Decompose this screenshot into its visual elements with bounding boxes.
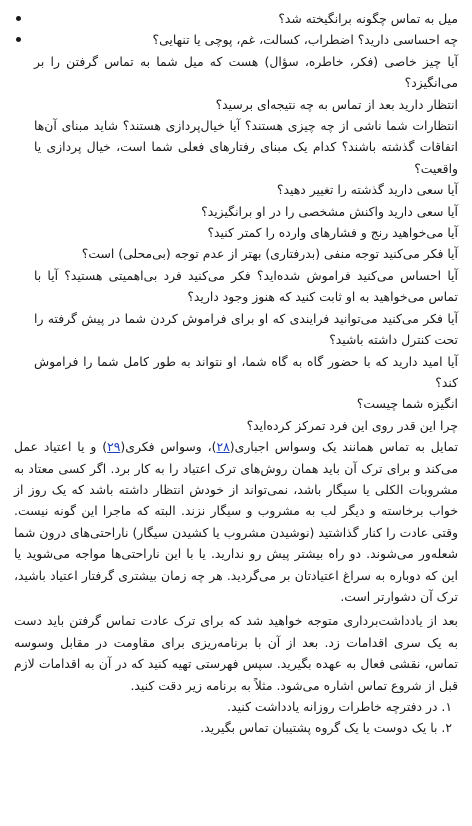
bullet-dot-icon	[16, 37, 21, 42]
paragraph-text: تمایل به تماس همانند یک وسواس اجباری(	[229, 439, 459, 455]
bullet-item	[34, 8, 458, 29]
numbered-step: ۲. با یک دوست یا یک گروه پشتیبان تماس بگیرید.	[200, 720, 452, 736]
bullet-dot-icon	[16, 16, 21, 21]
paragraph-text: ) و یا اعتیاد عمل می‌کند و برای ترک آن باید همان روش‌های ترک اعتیاد را به کار برد. اگر کسی معتاد به مشروبات الکلی یا سیگار باشد، نمی‌تواند از خودش انتظار داشته باشد که یک روز از خواب برخاسته و دیگر لب به مشروب و سیگار نزند. البته که ماجرا این گونه نیست. وقتی عادت را کنار گذاشتید (نوشیدن مشروب یا کشیدن سیگار) ناراحتی‌های درون شما شعله‌ور می‌شوند. دو راه بیشتر پیش رو ندارید. یا با این ناراحتی‌ها مواجه می‌شوید یا این که دوباره به سراغ اعتیادتان بر می‌گردید. هر چه زمان بیشتری گرفتار اعتیاد باشید، ترک آن دشوارتر است.	[14, 439, 458, 604]
question-text: آیا امید دارید که با حضور گاه به گاه شما، او نتواند به طور کامل شما را فراموش کند؟	[34, 353, 458, 390]
question-text: آیا چیز خاصی (فکر، خاطره، سؤال) هست که میل شما به تماس گرفتن را بر می‌انگیزد؟	[34, 53, 458, 91]
bullet-list	[14, 8, 458, 51]
bullet-text: میل به تماس چگونه برانگیخته شد؟	[278, 11, 458, 26]
footnote-link[interactable]: ۲۹	[107, 439, 121, 455]
paragraph-text: )، وسواس فکری(	[120, 439, 217, 455]
bullet-item	[34, 29, 458, 50]
question-text: آیا فکر می‌کنید می‌توانید فرایندی که او برای فراموش کردن شما در پیش گرفته را تحت کنترل داشته باشید؟	[34, 310, 458, 348]
numbered-step: ۱. در دفترچه خاطرات روزانه یادداشت کنید.	[227, 699, 452, 714]
question-text: آیا احساس می‌کنید فراموش شده‌اید؟ فکر می‌کنید فرد بی‌اهمیتی هستید؟ آیا با تماس می‌خواهید به او ثابت کنید که هنوز وجود دارید؟	[34, 267, 458, 305]
question-text: انگیزه شما چیست؟	[356, 396, 458, 412]
footnote-link[interactable]: ۲۸	[216, 439, 230, 455]
body-paragraph: بعد از یادداشت‌برداری متوجه خواهید شد که برای ترک عادت تماس گرفتن باید دست به یک سری اقدامات زد. بعد از آن با برنامه‌ریزی برای مقاومت در مقابل وسوسه تماس، نقشی فعال به عهده بگیرید. سپس فهرستی تهیه کنید که در آن به اقدامات لازم قبل از شروع تماس اشاره می‌شود. مثلاً به برنامه زیر دقت کنید.	[14, 613, 458, 693]
question-text: آیا سعی دارید واکنش مشخصی را در او برانگیزید؟	[201, 203, 458, 219]
bullet-text: چه احساسی دارید؟ اضطراب، کسالت، غم، پوچی یا تنهایی؟	[152, 32, 458, 48]
question-text: آیا می‌خواهید رنج و فشارهای وارده را کمتر کنید؟	[207, 225, 458, 241]
question-text: آیا فکر می‌کنید توجه منفی (بدرفتاری) بهتر از عدم توجه (بی‌محلی) است؟	[81, 246, 458, 262]
question-text: انتظارات شما ناشی از چه چیزی هستند؟ آیا خیال‌پردازی هستند؟ شاید مبنای آن‌ها اتفاقات گذشته باشند؟ کدام یک مبنای رفتارهای فعلی شما است، خیال پردازی یا واقعیت؟	[34, 118, 458, 176]
question-text: چرا این قدر روی این فرد تمرکز کرده‌اید؟	[246, 417, 458, 433]
body-paragraph	[14, 436, 458, 607]
question-text: آیا سعی دارید گذشته را تغییر دهید؟	[276, 182, 458, 198]
question-text: انتظار دارید بعد از تماس به چه نتیجه‌ای برسید؟	[215, 96, 458, 112]
